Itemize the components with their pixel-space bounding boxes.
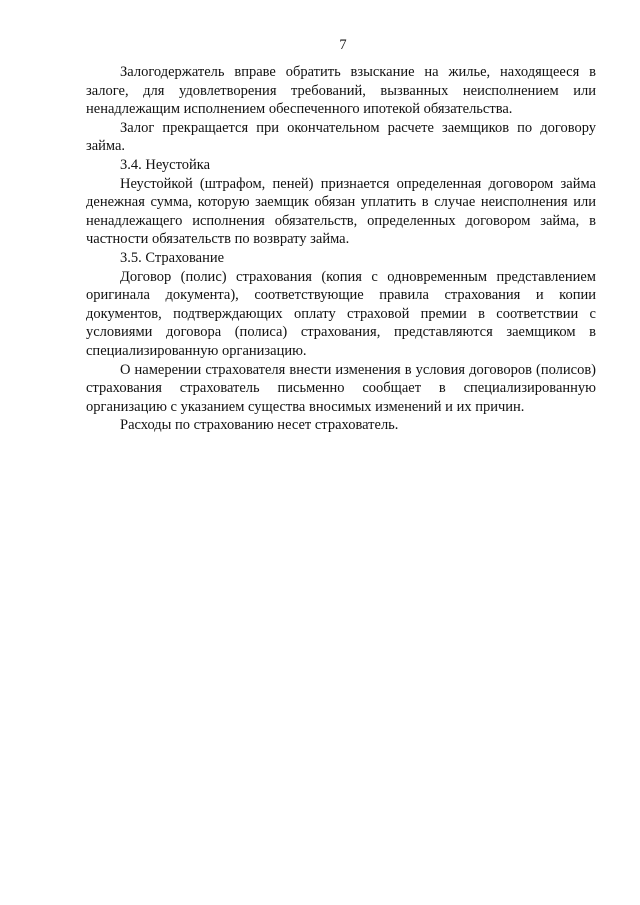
page-number: 7 <box>339 37 347 53</box>
section-heading-insurance: 3.5. Страхование <box>120 249 225 266</box>
paragraph-insurance-expenses: Расходы по страхованию несет страхователь. <box>120 417 399 434</box>
paragraph-pledge-termination: Залог прекращается при окончательном расчете заемщиков по договору займа. <box>86 119 596 155</box>
paragraph-insurance-changes: О намерении страхователя внести изменения в условия договоров (полисов) страхования страхователь письменно сообщает в специализированную организацию с указанием существа вносимых изменений и их причин. <box>86 361 596 415</box>
paragraph-penalty-definition: Неустойкой (штрафом, пеней) признается определенная договором займа денежная сумма, которую заемщик обязан уплатить в случае неисполнения или ненадлежащего исполнения обязательств, определенных договором займа, в частности обязательств по возврату займа. <box>86 175 596 248</box>
paragraph-insurance-documents: Договор (полис) страхования (копия с одновременным представлением оригинала документа), соответствующие правила страхования и копии документов, подтверждающих оплату страховой премии в соответствии с условиями договора (полиса) страхования, представляются заемщиком в специализированную организацию. <box>86 268 596 359</box>
document-page <box>86 36 596 435</box>
paragraph-pledge-enforcement: Залогодержатель вправе обратить взыскание на жилье, находящееся в залоге, для удовлетворения требований, вызванных неисполнением или ненадлежащим исполнением обеспеченного ипотекой обязательства. <box>86 64 596 118</box>
section-heading-penalty: 3.4. Неустойка <box>120 156 211 173</box>
